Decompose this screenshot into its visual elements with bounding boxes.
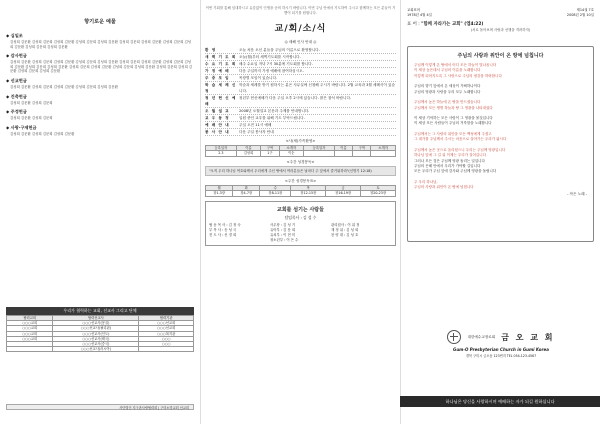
theme-sub: (서로 돌아보며 사랑과 선행을 격려하자): [470, 28, 531, 33]
issue-number: 제14권 7호: [576, 8, 594, 12]
reading-cell: 창1-3장: [206, 191, 233, 196]
hymn-line: 그러나 모든 것은 주님께 영광 돌리는 일입니다: [414, 158, 485, 163]
news-item-text: 오늘(월)부터 새벽기도회를 시작합니다.: [239, 55, 301, 60]
mission-cell: ○○○선교회: [139, 326, 194, 331]
staff-entry: 찬 양 대 : 김 성 호: [331, 233, 359, 237]
mission-cell: ○○○교회: [7, 336, 53, 341]
offering-section-title: ◆ 주정헌금: [6, 109, 27, 115]
news-item-label: 가 정 예 배: [205, 69, 230, 74]
offering-section-names: 김성희 김문환 김성희 김문희 김성희 김문환 김성희 김문희 김성희 김문환: [10, 84, 118, 89]
reading-column-header: 목: [291, 186, 326, 191]
bottom-banner: 하나님은 당신을 사랑하시며 예배하는 자가 되길 원하십니다: [400, 396, 600, 407]
hymn-box: [407, 46, 594, 242]
staff-entry: 사무장 : 김 성 기: [270, 222, 296, 227]
mission-cell: [7, 347, 53, 352]
theme-text: "함께 자라가는 교회" (엡4:22): [421, 22, 484, 28]
new-family-column-header: 소개자: [279, 146, 304, 151]
hymn-line: 주님께서 높은 하늘에 온 땅을 만드셨습니다: [414, 100, 481, 105]
offering-column: [0, 0, 200, 424]
new-family-cell: 김성희: [236, 151, 261, 156]
issue-date: 2008년 2월 10일: [566, 12, 594, 17]
hymn-line: 하나님 앞에 그 길 위 이제는 우리가 걸어갑니다: [414, 153, 487, 158]
mission-table: [6, 315, 194, 352]
staff-entry: 부 목 사 : 송 성 국: [209, 227, 237, 232]
news-item-label: 주 중 모 임: [205, 76, 230, 81]
church-identity: [407, 330, 595, 358]
weekly-verse: "오직 우리 하나님 여호와께서 우리에게 주신 땅에서 여러분들은 날마다 주 앞에서 즐거워하라"(신명기 12:18): [205, 166, 396, 177]
reading-cell: 창16-19장: [326, 191, 361, 196]
news-item-label: 새 벽 기 도 회: [205, 55, 237, 60]
hymn-line: 주님의 영광과 사랑을 우리 모두 노래합니다: [414, 89, 481, 94]
mission-cell: ○○○교회: [7, 321, 53, 326]
offering-section-names: 김성희 김문환 김성희 김문희 김성희 김문환: [10, 131, 75, 136]
mission-cell: ○○○선교사(러시아): [53, 347, 139, 352]
table-row: [7, 347, 194, 352]
news-title: 교/회/소/식: [274, 24, 327, 35]
news-item: [205, 47, 396, 54]
hymn-line: 주님께서는 그 사랑의 위안을 모든 백성에게 주셨고: [414, 132, 492, 137]
church-address: 경북 구미시 금오동 123번지 TEL 054-123-4567: [465, 354, 537, 358]
hymn-line: 주님께서 높은 곳으로 올리셨으니 우리는 주님께 영광입니다: [414, 147, 506, 152]
table-row: [7, 326, 194, 331]
staff-entry: 관리집사 : 이 위 정: [331, 222, 360, 227]
news-item: [205, 61, 396, 68]
mission-cell: ○○○: [139, 342, 194, 347]
mission-cell: ○○○선교사(필리핀): [53, 326, 139, 331]
mission-box: [6, 307, 194, 352]
reading-column-header: 화: [233, 186, 260, 191]
news-item: [205, 75, 396, 82]
cover-column: [400, 0, 600, 424]
news-item: [205, 129, 396, 136]
staff-entry: 유치부 : 이 현 미: [270, 233, 296, 237]
news-item-text: 오늘 처음 오신 분들을 주님의 이름으로 환영합니다.: [239, 48, 320, 53]
new-family-cell: 2.3: [206, 151, 237, 156]
cover-meta: [407, 8, 594, 17]
hymn-line: 주님의 향기 앞에서 온 세상이 기뻐하나이다: [414, 84, 481, 89]
new-family-cell: 이순: [279, 151, 304, 156]
new-family-table: [205, 145, 396, 156]
new-family-cell: [334, 151, 352, 156]
staff-row: [209, 238, 392, 243]
mission-cell: ○○○: [139, 336, 194, 341]
denomination: 대한예수교장로회: [467, 335, 496, 339]
new-family-cell: 1구: [261, 151, 279, 156]
news-item-label: 환 영: [205, 48, 217, 53]
news-item: [205, 122, 396, 129]
mission-box-header: 우리가 협력하는 교회, 선교사 그리고 단체: [6, 307, 194, 315]
news-list: [205, 47, 396, 136]
table-row: [206, 191, 396, 196]
news-column: [200, 0, 400, 424]
reading-title: <주간 성경봉독표>: [284, 179, 317, 184]
news-item-label: 청 년 헌 신 예 배: [205, 96, 237, 107]
new-family-cell: [304, 151, 335, 156]
new-family-column-header: 등록일자: [206, 146, 237, 151]
news-item-label: 봉 사 안 내: [205, 130, 230, 135]
news-item-text: 주일 오전 11시 예배: [239, 123, 272, 128]
hymn-signature: - 작은 노래 -: [567, 192, 587, 197]
church-name: 금 오 교 회: [501, 332, 555, 342]
hymn-line: 이 세상 높은데서 주님의 이름을 노래합니다: [414, 68, 481, 73]
new-family-cell: [371, 151, 396, 156]
reading-cell: 창20-23장: [361, 191, 396, 196]
news-intro: 이번 기회를 통해 임대하시고 유감없이 인생을 준비 하시기 바랍니다. 이번 주님 안에서 기도하여 주시고 함께하는 모든 분들이 기쁨이 되기를 원합니다.: [205, 6, 396, 15]
news-item-text: 입원 중인 교우를 위해 기도 부탁드립니다.: [239, 116, 305, 121]
new-family-title: <사(새)가족환영>: [285, 139, 316, 144]
offering-section-names: 김성희 김문환 김성희 김문희: [10, 116, 53, 121]
staff-entry: 협 동 목 사 : 김 정 숙: [209, 222, 241, 227]
reading-cell: 창8-11장: [260, 191, 291, 196]
news-item-text: 2008년 오월설교 본문과 주제를 안내합니다.: [239, 109, 310, 114]
hymn-line: 주님께서 모든 생명 하늘과 땅 그 영광을 나타내었다: [414, 105, 493, 110]
offering-section-title: ◆ 감사헌금: [6, 53, 27, 59]
mission-column-header: 협력기관: [139, 316, 194, 321]
hymn-line: 이 세상 기억하는 모든 사람이 그 영광을 볼것입니다: [414, 116, 493, 121]
news-header: ◎ 새해 인사 안내 ◎: [284, 40, 317, 45]
staff-entry: 유아부 : 김 문 희: [270, 227, 296, 232]
new-family-cell: [353, 151, 371, 156]
table-row: [206, 151, 396, 156]
reading-cell: 창4-7장: [233, 191, 260, 196]
reading-cell: 창12-15장: [291, 191, 326, 196]
news-item: [205, 82, 396, 95]
offering-section-title: ◆ 사랑·구제헌금: [6, 124, 37, 130]
news-item: [205, 54, 396, 61]
offering-section-title: ◆ 십일조: [6, 33, 23, 38]
mission-cell: ○○○선교사(인도): [53, 331, 139, 336]
offering-sections: [6, 33, 194, 136]
cover-meta-label: 교회표어: [407, 8, 421, 12]
news-item-label: 교 우 동 정: [205, 116, 230, 121]
theme-label: 표 어 :: [407, 22, 422, 28]
reading-column-header: 금: [326, 186, 361, 191]
offering-section-names: 김성희 김문환 김성희 김문희 김성희 김문환 김성희 김문희 김성희 김문환 김성희 김문희 김성희 김문환 김성희 김문희 김성희 김문환 김성희 김문희 김성희 김문환: [10, 40, 192, 49]
news-item-text: 매주 수요일 저녁 7시 30분에 기도회를 합니다.: [239, 62, 313, 67]
mission-cell: ○○○선교사(중국): [53, 342, 139, 347]
senior-pastor: 담임목사 : 김 성 수: [284, 214, 317, 220]
mission-cell: ○○○선교사(몽골): [53, 321, 139, 326]
hymn-line: 이 세상 모든 사람들이 주님의 거룩함을 노래합니다: [414, 121, 492, 126]
new-family-column-header: 등록일자: [304, 146, 335, 151]
left-footer: 사단법인 지구촌사랑협력회 | 구미소망교회 선교회: [6, 404, 194, 410]
hymn-title: 주님의 사랑과 위안이 온 땅에 넘칩니다: [457, 53, 544, 60]
mission-cell: ○○○교회: [7, 331, 53, 336]
mission-cell: ○○○교회: [7, 326, 53, 331]
news-item: [205, 108, 396, 115]
mission-column-header: 협력교회: [7, 316, 53, 321]
offering-section-title: ◆ 선교헌금: [6, 77, 27, 83]
offering-section-title: ◆ 건축헌금: [6, 93, 27, 99]
staff-entry: 청소년부 : 이 은 수: [270, 238, 299, 243]
table-row: [7, 331, 194, 336]
staff-box: [205, 201, 396, 247]
news-item-text: 청년부 헌신예배가 다음 주일 오후 2시에 있습니다. 많은 참석 바랍니다.: [239, 96, 352, 101]
staff-entry: [209, 238, 270, 243]
new-family-column-header: 이름: [334, 146, 352, 151]
news-item-label: 오 월 설 교: [205, 109, 230, 114]
reading-column-header: 수: [260, 186, 291, 191]
church-logo-icon: [447, 330, 461, 344]
news-item-label: 수 요 기 도 회: [205, 62, 237, 67]
hymn-line: 주님의 사랑과 위안이 온 땅에 넘칩니다: [414, 185, 474, 190]
news-item: [205, 115, 396, 122]
offering-section-names: 김성희 김문환 김성희 김문희 김성희 김문환 김성희 김문희 김성희 김문환 김성희 김문희 김성희 김문환 김성희 김문희 김성희 김문환 김성희 김문희 김성희 김문환 김성희 김문희 김성희 김문환 김성희 김문희 김성희 김문환 김성희 김문희 김성희 김문환 김성희 김문희 김성희 김문환: [10, 60, 193, 74]
verse-title: <주간 성경봉독>: [286, 159, 315, 164]
staff-entry: 전 도 사 : 신 경 희: [209, 233, 237, 237]
staff-entry: 재 정 위 : 김 성 희: [331, 227, 359, 232]
hymn-line: 주님의 은혜 안에서 우리가 가야할 길입니다: [414, 163, 481, 168]
table-row: [7, 336, 194, 341]
reading-table: [205, 185, 396, 196]
reading-column-header: 월: [206, 186, 233, 191]
mission-cell: ○○○복지관: [139, 331, 194, 336]
news-item-label: 예 배 안 내: [205, 123, 230, 128]
news-item: [205, 68, 396, 75]
hymn-line: 그 대가를 주님께서 주시는 마음으로 살아가는 우리가 됩시다: [414, 137, 507, 142]
staff-entry: [331, 238, 392, 243]
news-item-text: 학습과 세례를 받기 원하시는 분은 사무실에 신청해 주시기 바랍니다. 2월 교육과 3월 세례식이 있습니다.: [239, 83, 395, 94]
hymn-lines: [414, 63, 587, 190]
mission-column-header: 협력선교사: [53, 316, 139, 321]
new-family-column-header: 이름: [236, 146, 261, 151]
mission-cell: [139, 347, 194, 352]
new-family-column-header: 소개자: [371, 146, 396, 151]
staff-box-title: 교회를 섬기는 사람들: [277, 206, 324, 213]
hymn-line: 주 우리 하나님,: [414, 179, 438, 184]
news-item-text: 다음 주일 봉사자 안내: [239, 130, 274, 135]
news-item-label: 학 습 세 례 신 청: [205, 83, 237, 94]
mission-cell: ○○○선교사(태국): [53, 336, 139, 341]
hymn-line: 이렇게 되어지도록 그 사랑으로 주님의 평강을 허락합니다: [414, 73, 502, 78]
news-item-text: 다음 주일까지 가정 예배에 참여하십시오.: [239, 69, 304, 74]
new-family-column-header: 구역: [353, 146, 371, 151]
reading-column-header: 토: [361, 186, 396, 191]
church-english-name: Gum-O Presbyterian Church in Gumi Korea: [453, 347, 549, 352]
cover-meta-date1: 1978년 4월 4일: [407, 12, 432, 17]
news-item: [205, 95, 396, 108]
staff-grid: [209, 223, 392, 244]
hymn-line: 모든 우리가 주님 앞에 감사와 주님께 영광을 돌립니다: [414, 169, 497, 174]
news-item-text: 목장별 모임이 있습니다.: [239, 76, 278, 81]
offering-title: 향기로운 예물: [84, 19, 116, 25]
offering-section-names: 김성희 김문환 김성희 김문희: [10, 100, 53, 105]
new-family-column-header: 구역: [261, 146, 279, 151]
hymn-line: 주님께 이렇게 온 땅에서 어디 모든 하늘이 빛나옵니다: [414, 63, 497, 68]
mission-cell: ○○○선교회: [139, 321, 194, 326]
